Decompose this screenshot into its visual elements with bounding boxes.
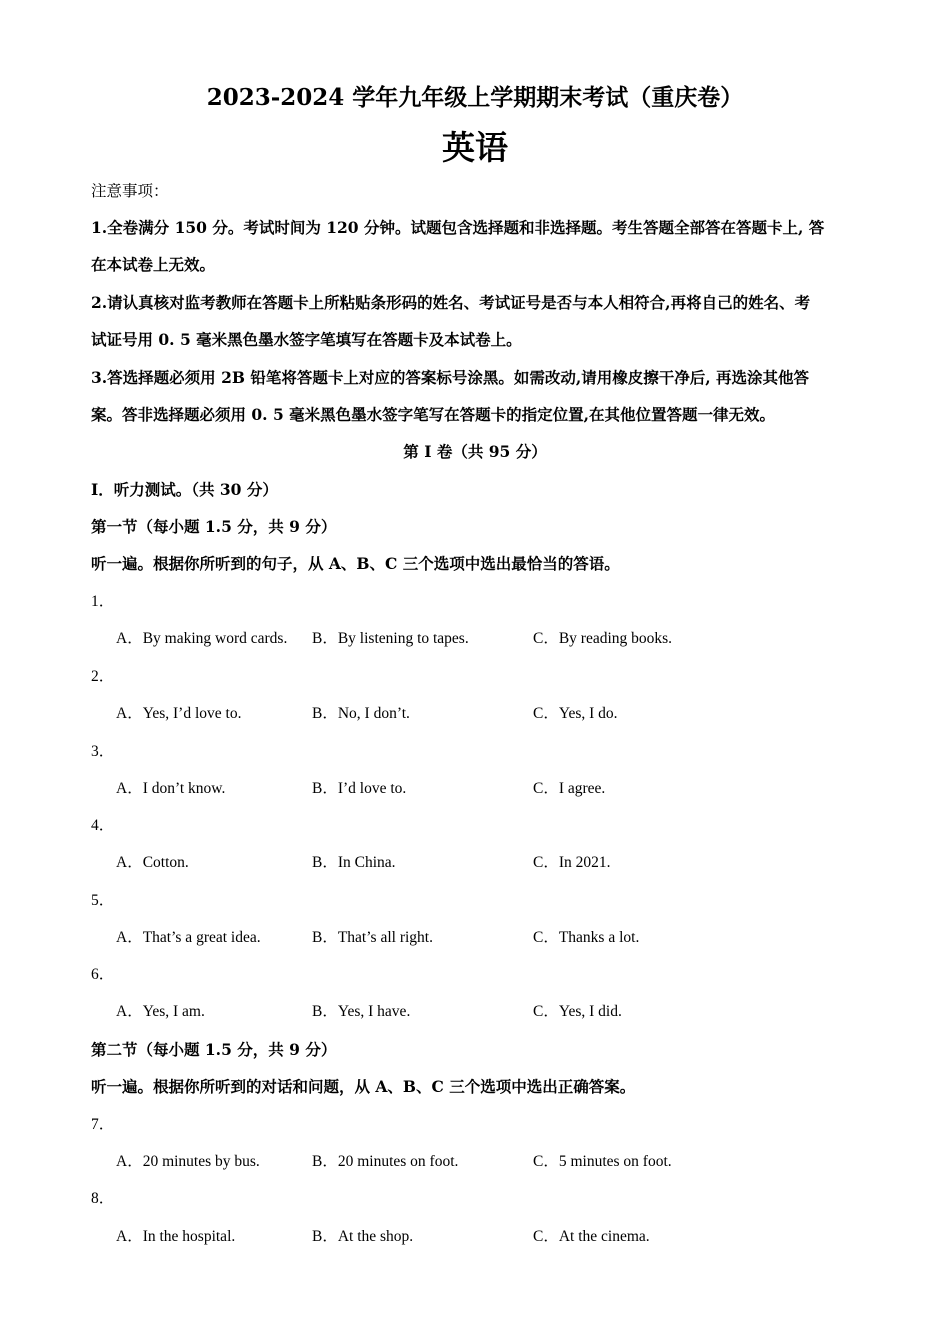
option-a: A．I don’t know. bbox=[116, 780, 226, 797]
option-a: A．By making word cards. bbox=[116, 630, 288, 647]
note-line: 案。答非选择题必须用 0. 5 毫米黑色墨水签字笔写在答题卡的指定位置,在其他位置答题一律无效。 bbox=[91, 405, 776, 424]
option-a: A．Cotton. bbox=[116, 854, 189, 871]
option-c: C．Yes, I did. bbox=[533, 1003, 622, 1020]
question-number: 1． bbox=[91, 593, 115, 610]
option-b: B．At the shop. bbox=[312, 1228, 414, 1245]
note-line: 在本试卷上无效。 bbox=[91, 255, 216, 274]
option-a: A．In the hospital. bbox=[116, 1228, 236, 1245]
option-a: A．That’s a great idea. bbox=[116, 929, 261, 946]
note-line: 2.请认真核对监考教师在答题卡上所粘贴条形码的姓名、考试证号是否与本人相符合,再将自己的姓名、考 bbox=[91, 293, 811, 312]
section-instruction: 听一遍。根据你所听到的句子，从 A、B、C 三个选项中选出最恰当的答语。 bbox=[91, 554, 620, 573]
question-number: 2． bbox=[91, 668, 115, 685]
option-b: B．No, I don’t. bbox=[312, 705, 410, 722]
question-number: 4． bbox=[91, 817, 115, 834]
notes-heading: 注意事项： bbox=[91, 182, 169, 200]
note-line: 3.答选择题必须用 2B 铅笔将答题卡上对应的答案标号涂黑。如需改动,请用橡皮擦干净后, 再选涂其他答 bbox=[91, 368, 810, 387]
option-c: C．Yes, I do. bbox=[533, 705, 618, 722]
note-line: 1.全卷满分 150 分。考试时间为 120 分钟。试题包含选择题和非选择题。考生答题全部答在答题卡上, 答 bbox=[91, 218, 825, 237]
option-b: B．I’d love to. bbox=[312, 780, 407, 797]
question-number: 7． bbox=[91, 1116, 115, 1133]
section-heading: 第一节（每小题 1.5 分，共 9 分） bbox=[91, 517, 337, 536]
option-c: C．At the cinema. bbox=[533, 1228, 650, 1245]
option-c: C．5 minutes on foot. bbox=[533, 1153, 672, 1170]
option-a: A．20 minutes by bus. bbox=[116, 1153, 260, 1170]
section-heading: 第二节（每小题 1.5 分，共 9 分） bbox=[91, 1040, 337, 1059]
question-number: 6． bbox=[91, 966, 115, 983]
option-c: C．By reading books. bbox=[533, 630, 673, 647]
question-number: 3． bbox=[91, 743, 115, 760]
question-number: 8． bbox=[91, 1190, 115, 1207]
option-c: C．I agree. bbox=[533, 780, 606, 797]
option-b: B．20 minutes on foot. bbox=[312, 1153, 459, 1170]
note-line: 试证号用 0. 5 毫米黑色墨水签字笔填写在答题卡及本试卷上。 bbox=[91, 330, 522, 349]
section-instruction: 听一遍。根据你所听到的对话和问题，从 A、B、C 三个选项中选出正确答案。 bbox=[91, 1077, 636, 1096]
option-b: B．In China. bbox=[312, 854, 396, 871]
question-number: 5． bbox=[91, 892, 115, 909]
option-b: B．That’s all right. bbox=[312, 929, 433, 946]
volume-heading: 第 I 卷（共 95 分） bbox=[403, 442, 547, 461]
part-heading: I．听力测试。（共 30 分） bbox=[91, 480, 278, 499]
option-b: B．By listening to tapes. bbox=[312, 630, 469, 647]
option-c: C．Thanks a lot. bbox=[533, 929, 640, 946]
option-a: A．Yes, I am. bbox=[116, 1003, 205, 1020]
option-b: B．Yes, I have. bbox=[312, 1003, 411, 1020]
option-c: C．In 2021. bbox=[533, 854, 611, 871]
subject-title: 英语 bbox=[442, 128, 508, 167]
exam-title: 2023-2024 学年九年级上学期期末考试（重庆卷） bbox=[206, 84, 744, 111]
option-a: A．Yes, I’d love to. bbox=[116, 705, 242, 722]
